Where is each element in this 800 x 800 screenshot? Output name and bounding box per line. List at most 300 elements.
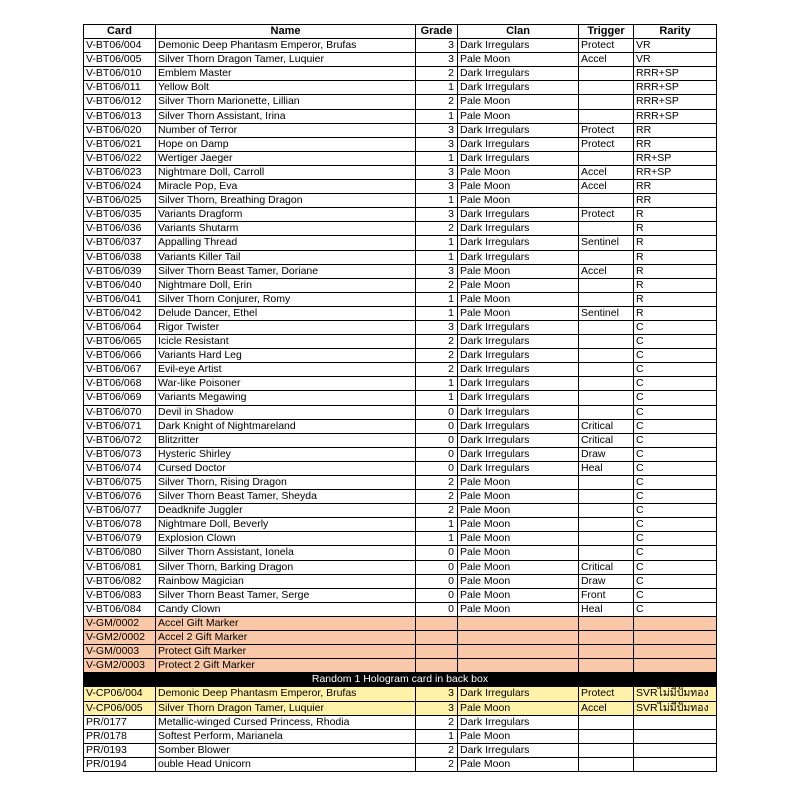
cell-trigger: [579, 194, 634, 208]
table-row: [84, 461, 717, 475]
cell-name: Number of Terror: [156, 123, 416, 137]
cell-rarity: [634, 659, 717, 673]
cell-card: V-BT06/025: [84, 194, 156, 208]
cell-grade: 1: [416, 151, 458, 165]
cell-name: Variants Hard Leg: [156, 349, 416, 363]
cell-name: Dark Knight of Nightmareland: [156, 419, 416, 433]
cell-name: Icicle Resistant: [156, 335, 416, 349]
table-row: [84, 208, 717, 222]
cell-name: Explosion Clown: [156, 532, 416, 546]
cell-grade: 3: [416, 123, 458, 137]
cell-clan: Pale Moon: [458, 532, 579, 546]
cell-trigger: Draw: [579, 574, 634, 588]
cell-clan: Dark Irregulars: [458, 349, 579, 363]
table-row: [84, 560, 717, 574]
table-row: [84, 39, 717, 53]
cell-rarity: R: [634, 222, 717, 236]
cell-rarity: [634, 743, 717, 757]
cell-clan: Pale Moon: [458, 180, 579, 194]
cell-name: Variants Megawing: [156, 391, 416, 405]
table-row: [84, 757, 717, 771]
cell-grade: 1: [416, 518, 458, 532]
cell-rarity: SVRไม่มีปั๊มทอง: [634, 701, 717, 715]
cell-trigger: Critical: [579, 419, 634, 433]
card-list-table: [83, 24, 717, 772]
table-row: [84, 631, 717, 645]
cell-grade: 3: [416, 208, 458, 222]
cell-trigger: Sentinel: [579, 236, 634, 250]
cell-rarity: RRR+SP: [634, 81, 717, 95]
cell-grade: 2: [416, 222, 458, 236]
cell-trigger: [579, 729, 634, 743]
table-row: [84, 264, 717, 278]
cell-rarity: [634, 645, 717, 659]
cell-trigger: [579, 377, 634, 391]
cell-rarity: C: [634, 461, 717, 475]
cell-card: V-BT06/081: [84, 560, 156, 574]
cell-grade: 3: [416, 687, 458, 701]
cell-rarity: RR+SP: [634, 165, 717, 179]
cell-card: V-BT06/066: [84, 349, 156, 363]
cell-name: Silver Thorn Assistant, Ionela: [156, 546, 416, 560]
cell-trigger: [579, 616, 634, 630]
cell-clan: [458, 616, 579, 630]
cell-trigger: [579, 95, 634, 109]
cell-grade: 2: [416, 715, 458, 729]
cell-rarity: C: [634, 335, 717, 349]
cell-grade: 0: [416, 560, 458, 574]
cell-trigger: Sentinel: [579, 306, 634, 320]
cell-grade: 0: [416, 419, 458, 433]
cell-clan: Pale Moon: [458, 165, 579, 179]
cell-grade: 1: [416, 377, 458, 391]
cell-card: PR/0193: [84, 743, 156, 757]
cell-grade: [416, 645, 458, 659]
cell-rarity: C: [634, 320, 717, 334]
cell-clan: Pale Moon: [458, 588, 579, 602]
cell-trigger: [579, 391, 634, 405]
table-row: [84, 447, 717, 461]
cell-card: V-BT06/039: [84, 264, 156, 278]
cell-rarity: C: [634, 490, 717, 504]
cell-clan: Dark Irregulars: [458, 687, 579, 701]
cell-name: Protect 2 Gift Marker: [156, 659, 416, 673]
cell-clan: [458, 659, 579, 673]
column-header-rarity: Rarity: [634, 25, 717, 39]
cell-trigger: [579, 546, 634, 560]
cell-name: Silver Thorn Assistant, Irina: [156, 109, 416, 123]
cell-trigger: Critical: [579, 560, 634, 574]
cell-card: V-BT06/075: [84, 476, 156, 490]
cell-trigger: [579, 292, 634, 306]
table-row: [84, 433, 717, 447]
cell-name: Rigor Twister: [156, 320, 416, 334]
table-row: [84, 659, 717, 673]
cell-rarity: C: [634, 377, 717, 391]
cell-name: Cursed Doctor: [156, 461, 416, 475]
cell-card: V-BT06/078: [84, 518, 156, 532]
cell-grade: 3: [416, 39, 458, 53]
cell-card: V-BT06/012: [84, 95, 156, 109]
cell-card: V-BT06/082: [84, 574, 156, 588]
cell-grade: 2: [416, 476, 458, 490]
cell-clan: Dark Irregulars: [458, 447, 579, 461]
cell-trigger: [579, 659, 634, 673]
cell-card: V-BT06/005: [84, 53, 156, 67]
cell-card: V-BT06/024: [84, 180, 156, 194]
cell-card: V-BT06/073: [84, 447, 156, 461]
table-row: [84, 616, 717, 630]
cell-trigger: [579, 405, 634, 419]
cell-trigger: [579, 320, 634, 334]
cell-grade: 1: [416, 194, 458, 208]
cell-grade: 0: [416, 405, 458, 419]
cell-rarity: [634, 715, 717, 729]
cell-rarity: [634, 757, 717, 771]
cell-card: V-BT06/071: [84, 419, 156, 433]
cell-rarity: VR: [634, 39, 717, 53]
table-row: [84, 292, 717, 306]
table-row: [84, 67, 717, 81]
cell-card: V-BT06/022: [84, 151, 156, 165]
cell-name: Yellow Bolt: [156, 81, 416, 95]
cell-clan: Dark Irregulars: [458, 81, 579, 95]
cell-clan: Pale Moon: [458, 53, 579, 67]
cell-card: V-BT06/076: [84, 490, 156, 504]
cell-card: V-BT06/068: [84, 377, 156, 391]
cell-grade: 3: [416, 320, 458, 334]
cell-clan: Pale Moon: [458, 292, 579, 306]
cell-card: V-BT06/021: [84, 137, 156, 151]
cell-grade: 3: [416, 53, 458, 67]
cell-grade: [416, 659, 458, 673]
cell-clan: Pale Moon: [458, 264, 579, 278]
cell-card: V-BT06/077: [84, 504, 156, 518]
cell-clan: Pale Moon: [458, 278, 579, 292]
table-row: [84, 109, 717, 123]
cell-grade: 2: [416, 490, 458, 504]
cell-trigger: Protect: [579, 687, 634, 701]
cell-trigger: [579, 645, 634, 659]
cell-trigger: [579, 222, 634, 236]
cell-name: Nightmare Doll, Beverly: [156, 518, 416, 532]
table-row: [84, 194, 717, 208]
table-row: [84, 729, 717, 743]
cell-clan: Pale Moon: [458, 194, 579, 208]
cell-name: Protect Gift Marker: [156, 645, 416, 659]
cell-card: V-BT06/036: [84, 222, 156, 236]
cell-rarity: C: [634, 574, 717, 588]
header-row: [84, 25, 717, 39]
cell-rarity: R: [634, 292, 717, 306]
cell-trigger: [579, 278, 634, 292]
cell-card: V-BT06/079: [84, 532, 156, 546]
cell-grade: 3: [416, 180, 458, 194]
cell-clan: Pale Moon: [458, 490, 579, 504]
cell-clan: Dark Irregulars: [458, 39, 579, 53]
cell-grade: 0: [416, 602, 458, 616]
cell-name: Variants Dragform: [156, 208, 416, 222]
table-row: [84, 645, 717, 659]
table-row: [84, 701, 717, 715]
cell-card: V-BT06/080: [84, 546, 156, 560]
cell-trigger: Heal: [579, 602, 634, 616]
table-row: [84, 81, 717, 95]
cell-name: Miracle Pop, Eva: [156, 180, 416, 194]
cell-grade: 0: [416, 433, 458, 447]
cell-trigger: Protect: [579, 39, 634, 53]
cell-grade: 2: [416, 743, 458, 757]
cell-card: V-BT06/042: [84, 306, 156, 320]
cell-rarity: VR: [634, 53, 717, 67]
cell-name: Candy Clown: [156, 602, 416, 616]
cell-name: Variants Killer Tail: [156, 250, 416, 264]
cell-trigger: [579, 81, 634, 95]
cell-trigger: Heal: [579, 461, 634, 475]
table-row: [84, 391, 717, 405]
cell-rarity: [634, 631, 717, 645]
cell-grade: [416, 631, 458, 645]
cell-trigger: [579, 757, 634, 771]
cell-trigger: Accel: [579, 165, 634, 179]
cell-card: V-BT06/035: [84, 208, 156, 222]
cell-trigger: Draw: [579, 447, 634, 461]
cell-card: V-GM2/0002: [84, 631, 156, 645]
cell-clan: Dark Irregulars: [458, 123, 579, 137]
cell-grade: 0: [416, 447, 458, 461]
cell-card: V-GM/0003: [84, 645, 156, 659]
cell-clan: Pale Moon: [458, 546, 579, 560]
table-row: [84, 504, 717, 518]
cell-rarity: RR: [634, 137, 717, 151]
cell-trigger: [579, 490, 634, 504]
cell-name: Nightmare Doll, Carroll: [156, 165, 416, 179]
table-row: [84, 151, 717, 165]
cell-clan: Dark Irregulars: [458, 391, 579, 405]
cell-name: Rainbow Magician: [156, 574, 416, 588]
cell-clan: Dark Irregulars: [458, 419, 579, 433]
cell-card: V-CP06/004: [84, 687, 156, 701]
cell-card: V-BT06/069: [84, 391, 156, 405]
cell-name: Metallic-winged Cursed Princess, Rhodia: [156, 715, 416, 729]
cell-name: Silver Thorn Dragon Tamer, Luquier: [156, 53, 416, 67]
cell-grade: 0: [416, 588, 458, 602]
table-row: [84, 236, 717, 250]
cell-name: Delude Dancer, Ethel: [156, 306, 416, 320]
cell-name: Emblem Master: [156, 67, 416, 81]
cell-grade: 3: [416, 165, 458, 179]
section-banner-row: [84, 673, 717, 687]
table-row: [84, 306, 717, 320]
cell-rarity: RR: [634, 194, 717, 208]
cell-grade: 3: [416, 264, 458, 278]
table-row: [84, 574, 717, 588]
cell-rarity: C: [634, 546, 717, 560]
cell-trigger: [579, 349, 634, 363]
table-row: [84, 405, 717, 419]
cell-name: Silver Thorn Beast Tamer, Doriane: [156, 264, 416, 278]
cell-rarity: C: [634, 560, 717, 574]
section-banner-text: Random 1 Hologram card in back box: [84, 673, 717, 687]
cell-name: Accel Gift Marker: [156, 616, 416, 630]
cell-card: V-BT06/011: [84, 81, 156, 95]
table-row: [84, 419, 717, 433]
table-row: [84, 476, 717, 490]
cell-grade: 0: [416, 461, 458, 475]
table-row: [84, 490, 717, 504]
cell-trigger: [579, 532, 634, 546]
cell-clan: Dark Irregulars: [458, 433, 579, 447]
cell-card: V-BT06/083: [84, 588, 156, 602]
table-row: [84, 278, 717, 292]
cell-trigger: [579, 363, 634, 377]
cell-trigger: [579, 151, 634, 165]
cell-clan: [458, 645, 579, 659]
cell-clan: Dark Irregulars: [458, 405, 579, 419]
cell-clan: Dark Irregulars: [458, 461, 579, 475]
cell-grade: 1: [416, 729, 458, 743]
cell-clan: Pale Moon: [458, 476, 579, 490]
cell-grade: 2: [416, 504, 458, 518]
cell-card: V-GM2/0003: [84, 659, 156, 673]
column-header-grade: Grade: [416, 25, 458, 39]
cell-clan: Dark Irregulars: [458, 715, 579, 729]
cell-clan: Dark Irregulars: [458, 151, 579, 165]
cell-name: Wertiger Jaeger: [156, 151, 416, 165]
cell-clan: Pale Moon: [458, 109, 579, 123]
table-row: [84, 335, 717, 349]
cell-rarity: C: [634, 518, 717, 532]
cell-rarity: C: [634, 363, 717, 377]
cell-name: Silver Thorn Beast Tamer, Serge: [156, 588, 416, 602]
cell-grade: 1: [416, 250, 458, 264]
table-row: [84, 715, 717, 729]
table-row: [84, 250, 717, 264]
cell-rarity: C: [634, 349, 717, 363]
cell-clan: [458, 631, 579, 645]
cell-card: V-BT06/010: [84, 67, 156, 81]
cell-rarity: C: [634, 504, 717, 518]
cell-card: V-CP06/005: [84, 701, 156, 715]
cell-trigger: Front: [579, 588, 634, 602]
cell-name: Somber Blower: [156, 743, 416, 757]
cell-trigger: [579, 631, 634, 645]
table-row: [84, 363, 717, 377]
cell-grade: [416, 616, 458, 630]
table-row: [84, 687, 717, 701]
cell-name: Nightmare Doll, Erin: [156, 278, 416, 292]
cell-clan: Pale Moon: [458, 574, 579, 588]
cell-clan: Pale Moon: [458, 602, 579, 616]
cell-trigger: [579, 518, 634, 532]
table-row: [84, 320, 717, 334]
cell-grade: 2: [416, 278, 458, 292]
cell-grade: 3: [416, 137, 458, 151]
cell-rarity: C: [634, 433, 717, 447]
cell-rarity: RR: [634, 180, 717, 194]
cell-card: V-BT06/038: [84, 250, 156, 264]
cell-name: Variants Shutarm: [156, 222, 416, 236]
cell-grade: 1: [416, 236, 458, 250]
cell-grade: 1: [416, 109, 458, 123]
table-row: [84, 602, 717, 616]
cell-trigger: [579, 476, 634, 490]
cell-name: Silver Thorn Beast Tamer, Sheyda: [156, 490, 416, 504]
cell-clan: Dark Irregulars: [458, 222, 579, 236]
cell-clan: Pale Moon: [458, 95, 579, 109]
cell-rarity: C: [634, 405, 717, 419]
cell-clan: Dark Irregulars: [458, 320, 579, 334]
cell-clan: Pale Moon: [458, 560, 579, 574]
cell-card: V-BT06/065: [84, 335, 156, 349]
cell-name: Accel 2 Gift Marker: [156, 631, 416, 645]
table-body: [84, 39, 717, 772]
cell-trigger: [579, 715, 634, 729]
cell-card: V-BT06/072: [84, 433, 156, 447]
cell-grade: 2: [416, 757, 458, 771]
cell-rarity: C: [634, 602, 717, 616]
cell-card: V-BT06/023: [84, 165, 156, 179]
cell-name: Demonic Deep Phantasm Emperor, Brufas: [156, 687, 416, 701]
cell-clan: Dark Irregulars: [458, 250, 579, 264]
cell-rarity: [634, 729, 717, 743]
cell-card: V-BT06/084: [84, 602, 156, 616]
cell-name: Deadknife Juggler: [156, 504, 416, 518]
column-header-clan: Clan: [458, 25, 579, 39]
cell-card: V-BT06/074: [84, 461, 156, 475]
table-row: [84, 95, 717, 109]
cell-rarity: C: [634, 532, 717, 546]
cell-grade: 2: [416, 335, 458, 349]
table-row: [84, 165, 717, 179]
cell-rarity: RRR+SP: [634, 95, 717, 109]
table-row: [84, 518, 717, 532]
cell-rarity: R: [634, 250, 717, 264]
cell-rarity: RR: [634, 123, 717, 137]
cell-card: V-BT06/004: [84, 39, 156, 53]
cell-clan: Dark Irregulars: [458, 67, 579, 81]
cell-rarity: [634, 616, 717, 630]
table-row: [84, 532, 717, 546]
cell-card: V-BT06/064: [84, 320, 156, 334]
cell-name: Hope on Damp: [156, 137, 416, 151]
cell-grade: 1: [416, 391, 458, 405]
cell-trigger: Protect: [579, 137, 634, 151]
cell-rarity: RRR+SP: [634, 109, 717, 123]
cell-rarity: C: [634, 419, 717, 433]
cell-clan: Dark Irregulars: [458, 137, 579, 151]
cell-grade: 3: [416, 701, 458, 715]
cell-name: Silver Thorn, Barking Dragon: [156, 560, 416, 574]
cell-name: Demonic Deep Phantasm Emperor, Brufas: [156, 39, 416, 53]
cell-name: Silver Thorn Dragon Tamer, Luquier: [156, 701, 416, 715]
cell-rarity: R: [634, 264, 717, 278]
cell-name: ouble Head Unicorn: [156, 757, 416, 771]
cell-grade: 1: [416, 532, 458, 546]
cell-grade: 2: [416, 95, 458, 109]
column-header-card: Card: [84, 25, 156, 39]
cell-rarity: SVRไม่มีปั๊มทอง: [634, 687, 717, 701]
cell-grade: 2: [416, 349, 458, 363]
cell-card: V-BT06/040: [84, 278, 156, 292]
cell-card: V-BT06/013: [84, 109, 156, 123]
cell-name: Silver Thorn Conjurer, Romy: [156, 292, 416, 306]
cell-clan: Dark Irregulars: [458, 377, 579, 391]
cell-trigger: [579, 67, 634, 81]
table-row: [84, 53, 717, 67]
cell-trigger: [579, 504, 634, 518]
cell-clan: Dark Irregulars: [458, 236, 579, 250]
